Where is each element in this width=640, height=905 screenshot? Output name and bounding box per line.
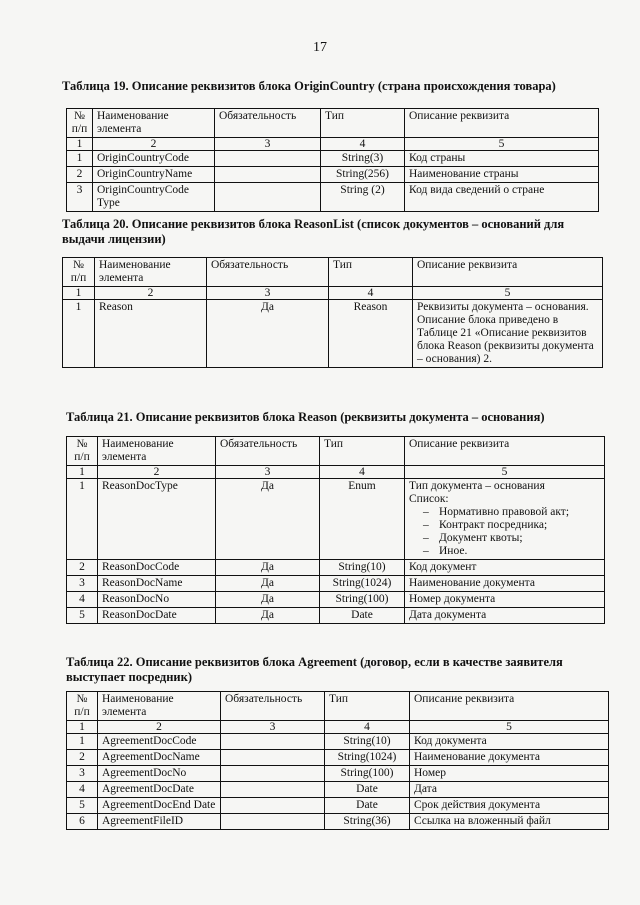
table-row <box>67 814 609 830</box>
table19-caption: Таблица 19. Описание реквизитов блока OriginCountry (страна происхождения товара) <box>62 79 556 93</box>
element-name: AgreementDocEnd Date <box>98 798 221 814</box>
header-cell-desc: Описание реквизита <box>405 109 599 138</box>
row-number: 4 <box>67 592 98 608</box>
table22-caption: Таблица 22. Описание реквизитов блока Agreement (договор, если в качестве заявителя выступает посредник) <box>66 655 563 684</box>
column-number: 1 <box>67 138 93 151</box>
table-row <box>67 592 605 608</box>
table19-body <box>67 109 599 212</box>
description-cell: Код страны <box>405 151 599 167</box>
header-row <box>67 437 605 466</box>
required-flag <box>221 798 325 814</box>
list-item: – Контракт посредника; <box>423 519 600 532</box>
table21-caption: Таблица 21. Описание реквизитов блока Reason (реквизиты документа – основания) <box>66 410 545 424</box>
column-number: 2 <box>98 466 216 479</box>
table20-caption: Таблица 20. Описание реквизитов блока ReasonList (список документов – оснований для выдачи лицензии) <box>62 217 565 246</box>
table-row <box>67 782 609 798</box>
required-flag <box>221 782 325 798</box>
table21 <box>66 436 605 624</box>
column-number: 5 <box>405 138 599 151</box>
description-list <box>409 506 600 558</box>
table20 <box>62 257 603 368</box>
header-cell-req: Обязательность <box>207 258 329 287</box>
column-number-row <box>63 287 603 300</box>
row-number: 1 <box>67 734 98 750</box>
required-flag <box>221 750 325 766</box>
row-number: 2 <box>67 750 98 766</box>
row-number: 1 <box>67 479 98 560</box>
page-number: 17 <box>313 40 327 55</box>
element-name: AgreementFileID <box>98 814 221 830</box>
type-cell: Enum <box>320 479 405 560</box>
column-number: 5 <box>405 466 605 479</box>
element-name: AgreementDocNo <box>98 766 221 782</box>
header-cell-name: Наименование элемента <box>95 258 207 287</box>
header-cell-n: № п/п <box>63 258 95 287</box>
column-number: 2 <box>98 721 221 734</box>
description-cell: Наименование документа <box>405 576 605 592</box>
column-number: 4 <box>321 138 405 151</box>
table-row <box>67 479 605 560</box>
row-number: 2 <box>67 560 98 576</box>
element-name: ReasonDocType <box>98 479 216 560</box>
type-cell: String(1024) <box>320 576 405 592</box>
description-cell: Ссылка на вложенный файл <box>410 814 609 830</box>
header-cell-n: № п/п <box>67 437 98 466</box>
description-cell: Номер <box>410 766 609 782</box>
column-number: 3 <box>216 466 320 479</box>
column-number: 1 <box>67 721 98 734</box>
type-cell: Date <box>325 798 410 814</box>
column-number-row <box>67 721 609 734</box>
description-intro: Тип документа – основания <box>409 480 545 492</box>
header-cell-req: Обязательность <box>221 692 325 721</box>
column-number: 4 <box>329 287 413 300</box>
type-cell: String(36) <box>325 814 410 830</box>
description-cell: Наименование документа <box>410 750 609 766</box>
table-row <box>67 750 609 766</box>
row-number: 4 <box>67 782 98 798</box>
column-number: 5 <box>413 287 603 300</box>
column-number: 4 <box>320 466 405 479</box>
header-row <box>63 258 603 287</box>
table19 <box>66 108 599 212</box>
table-row <box>63 300 603 368</box>
type-cell: String(3) <box>321 151 405 167</box>
type-cell: String(10) <box>320 560 405 576</box>
column-number: 1 <box>67 466 98 479</box>
header-cell-type: Тип <box>321 109 405 138</box>
table-row <box>67 734 609 750</box>
description-cell: Наименование страны <box>405 167 599 183</box>
description-cell: Номер документа <box>405 592 605 608</box>
required-flag <box>221 766 325 782</box>
element-name: OriginCountryCode <box>93 151 215 167</box>
header-cell-n: № п/п <box>67 692 98 721</box>
required-flag <box>215 167 321 183</box>
type-cell: String (2) <box>321 183 405 212</box>
element-name: AgreementDocName <box>98 750 221 766</box>
element-name: AgreementDocCode <box>98 734 221 750</box>
description-cell: Код документ <box>405 560 605 576</box>
header-cell-type: Тип <box>320 437 405 466</box>
table22 <box>66 691 609 830</box>
type-cell: String(1024) <box>325 750 410 766</box>
required-flag: Да <box>216 560 320 576</box>
element-name: ReasonDocDate <box>98 608 216 624</box>
row-number: 5 <box>67 798 98 814</box>
row-number: 1 <box>67 151 93 167</box>
element-name: ReasonDocCode <box>98 560 216 576</box>
column-number: 3 <box>221 721 325 734</box>
table-row <box>67 167 599 183</box>
table-row <box>67 576 605 592</box>
required-flag <box>221 814 325 830</box>
required-flag: Да <box>216 576 320 592</box>
list-item: – Документ квоты; <box>423 532 600 545</box>
required-flag: Да <box>216 479 320 560</box>
type-cell: String(100) <box>325 766 410 782</box>
table22-body <box>67 692 609 830</box>
header-cell-req: Обязательность <box>216 437 320 466</box>
element-name: AgreementDocDate <box>98 782 221 798</box>
header-cell-name: Наименование элемента <box>98 692 221 721</box>
row-number: 3 <box>67 766 98 782</box>
type-cell: String(256) <box>321 167 405 183</box>
required-flag: Да <box>216 592 320 608</box>
header-cell-type: Тип <box>329 258 413 287</box>
element-name: ReasonDocName <box>98 576 216 592</box>
type-cell: String(10) <box>325 734 410 750</box>
table-row <box>67 183 599 212</box>
row-number: 1 <box>63 300 95 368</box>
required-flag: Да <box>216 608 320 624</box>
type-cell: Reason <box>329 300 413 368</box>
description-cell: Дата <box>410 782 609 798</box>
type-cell: Date <box>325 782 410 798</box>
column-number: 2 <box>93 138 215 151</box>
required-flag <box>215 183 321 212</box>
header-cell-desc: Описание реквизита <box>413 258 603 287</box>
column-number: 4 <box>325 721 410 734</box>
description-cell: Код вида сведений о стране <box>405 183 599 212</box>
table-row <box>67 560 605 576</box>
header-cell-type: Тип <box>325 692 410 721</box>
list-item: – Нормативно правовой акт; <box>423 506 600 519</box>
column-number-row <box>67 138 599 151</box>
list-item: – Иное. <box>423 545 600 558</box>
required-flag: Да <box>207 300 329 368</box>
element-name: OriginCountryCode Type <box>93 183 215 212</box>
header-row <box>67 109 599 138</box>
table-row <box>67 766 609 782</box>
column-number: 3 <box>207 287 329 300</box>
element-name: OriginCountryName <box>93 167 215 183</box>
header-row <box>67 692 609 721</box>
row-number: 3 <box>67 576 98 592</box>
description-cell: Код документа <box>410 734 609 750</box>
type-cell: String(100) <box>320 592 405 608</box>
column-number: 1 <box>63 287 95 300</box>
table21-body <box>67 437 605 624</box>
row-number: 6 <box>67 814 98 830</box>
header-cell-name: Наименование элемента <box>93 109 215 138</box>
element-name: Reason <box>95 300 207 368</box>
header-cell-req: Обязательность <box>215 109 321 138</box>
header-cell-desc: Описание реквизита <box>405 437 605 466</box>
description-cell <box>405 479 605 560</box>
description-cell: Реквизиты документа – основания. Описание блока приведено в Таблице 21 «Описание реквизитов блока Reason (реквизиты документа – основания) 2. <box>413 300 603 368</box>
row-number: 5 <box>67 608 98 624</box>
table-row <box>67 798 609 814</box>
description-cell: Срок действия документа <box>410 798 609 814</box>
table-row <box>67 608 605 624</box>
column-number: 3 <box>215 138 321 151</box>
description-list-label: Список: <box>409 493 449 505</box>
header-cell-name: Наименование элемента <box>98 437 216 466</box>
required-flag <box>221 734 325 750</box>
element-name: ReasonDocNo <box>98 592 216 608</box>
header-cell-n: № п/п <box>67 109 93 138</box>
column-number-row <box>67 466 605 479</box>
table-row <box>67 151 599 167</box>
type-cell: Date <box>320 608 405 624</box>
column-number: 5 <box>410 721 609 734</box>
column-number: 2 <box>95 287 207 300</box>
row-number: 3 <box>67 183 93 212</box>
description-cell: Дата документа <box>405 608 605 624</box>
header-cell-desc: Описание реквизита <box>410 692 609 721</box>
required-flag <box>215 151 321 167</box>
row-number: 2 <box>67 167 93 183</box>
table20-body <box>63 258 603 368</box>
